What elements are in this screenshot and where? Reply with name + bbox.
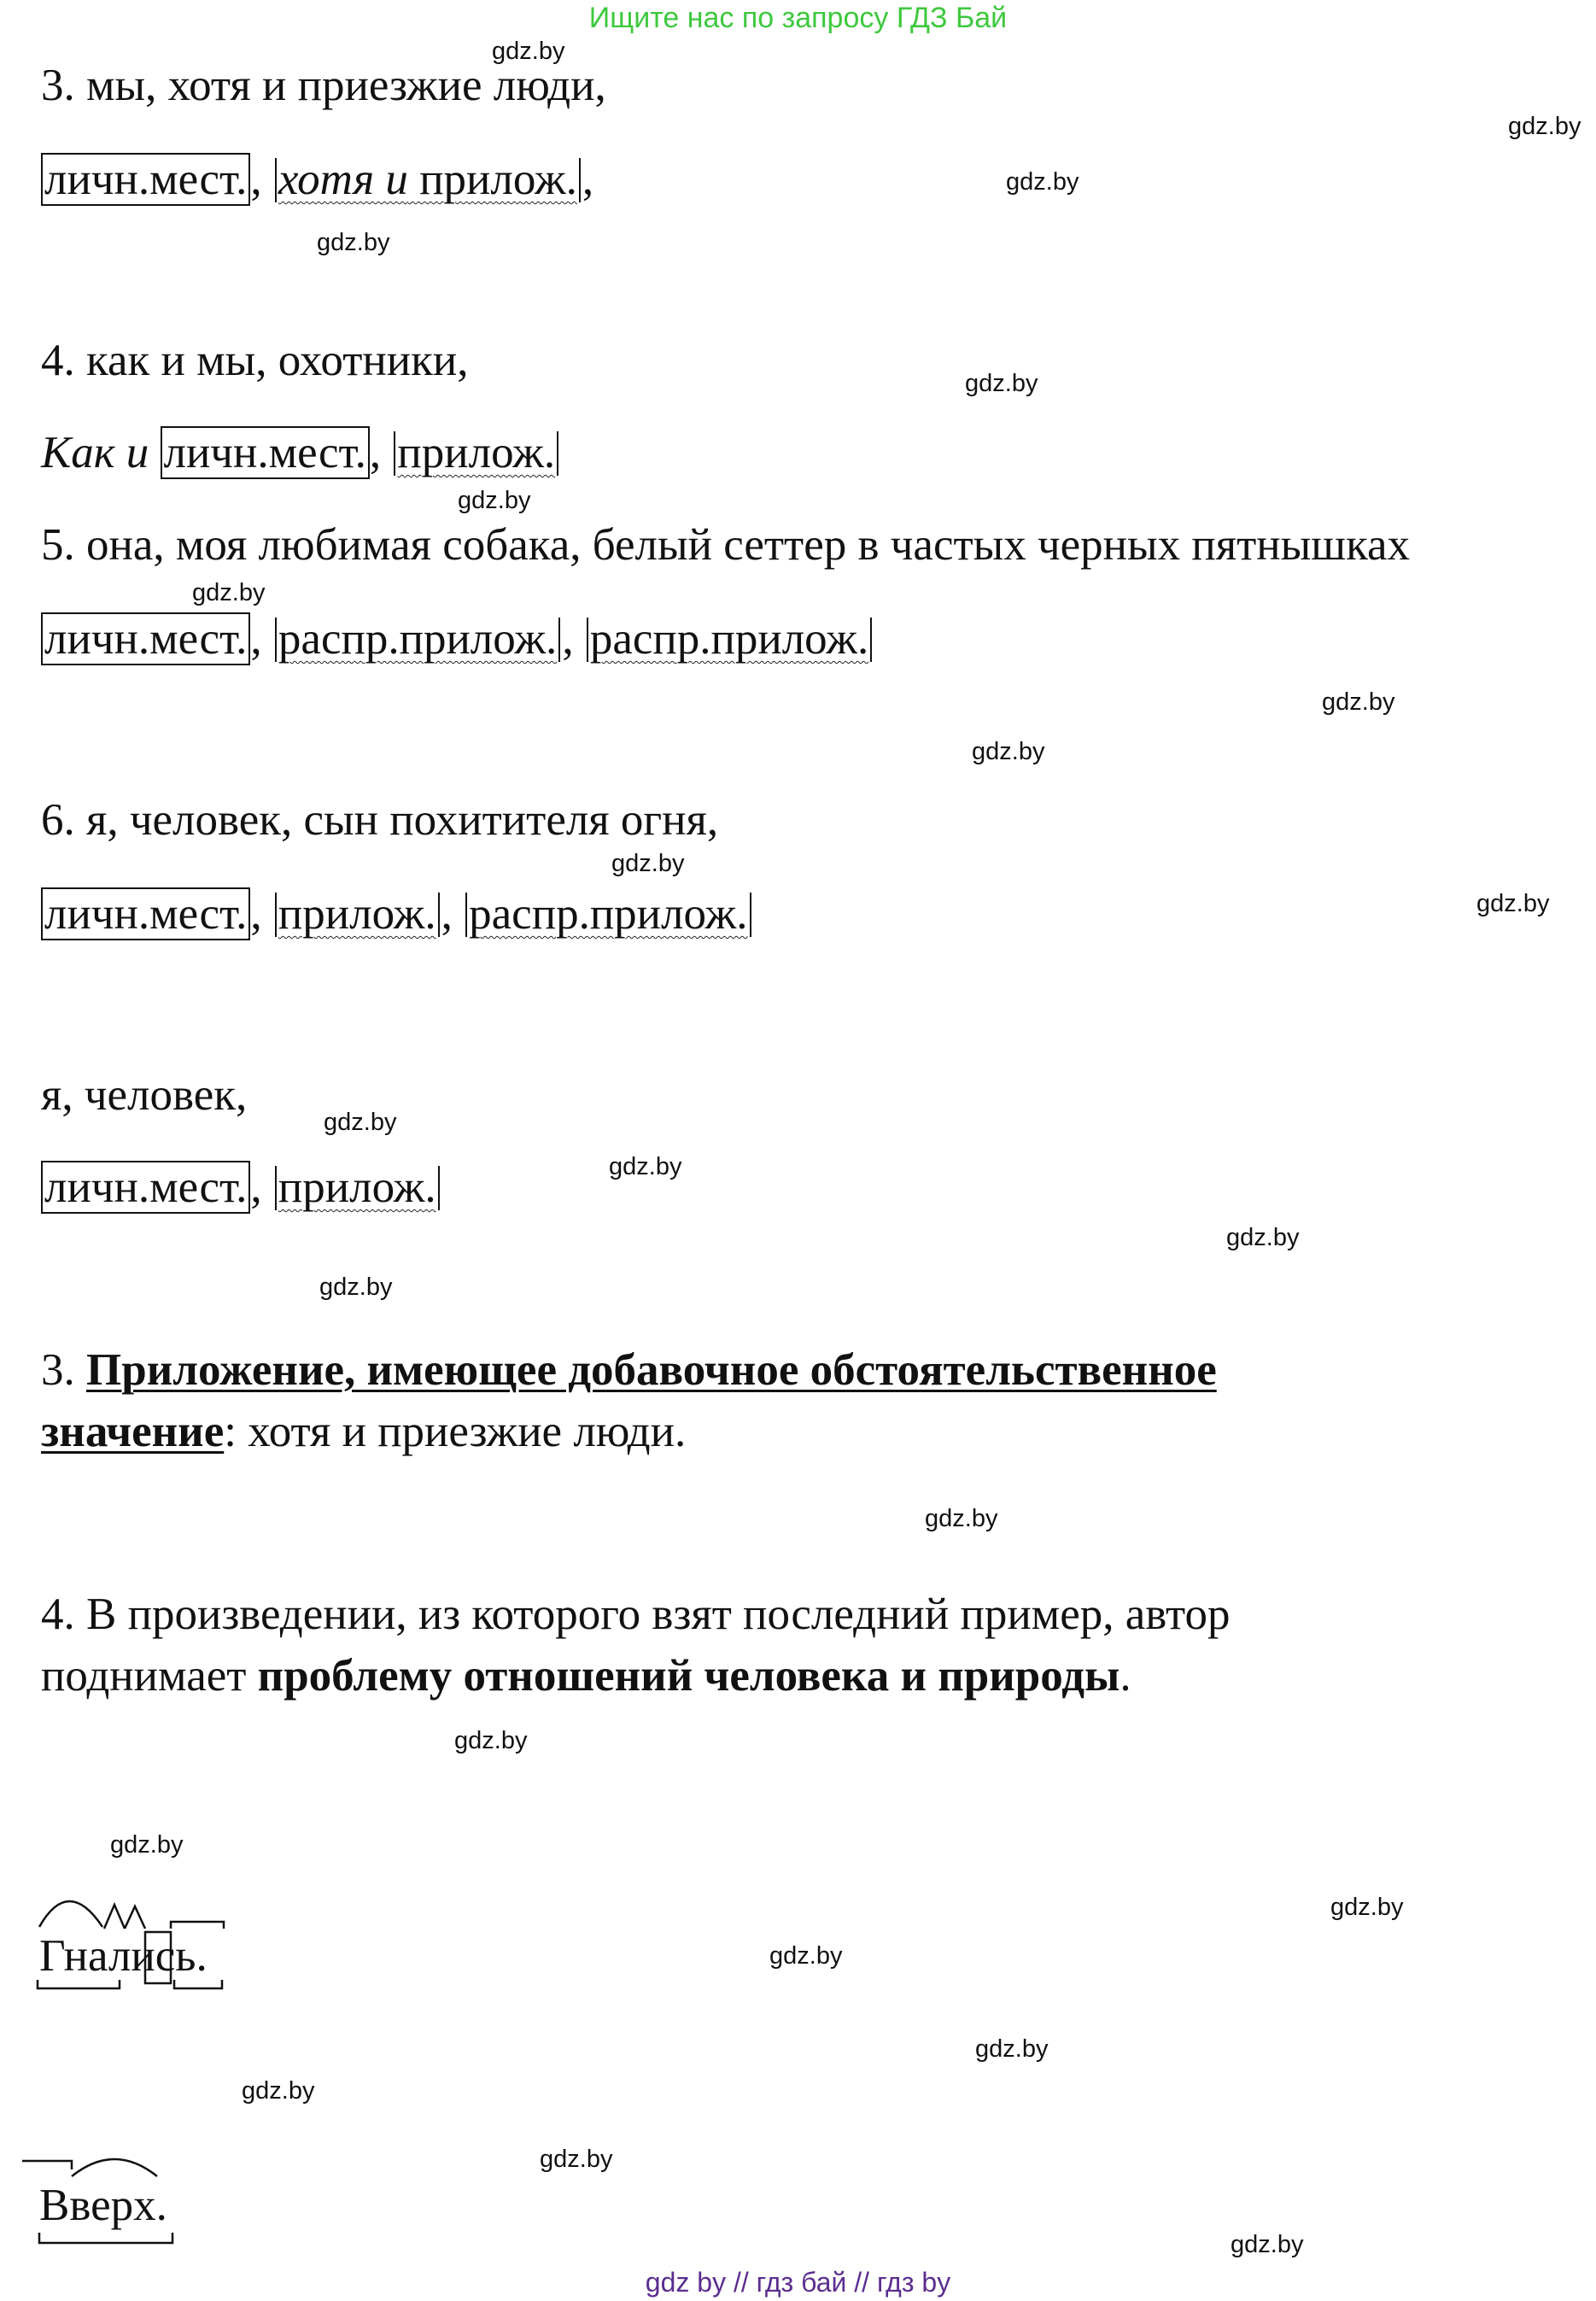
watermark: gdz.by — [769, 1942, 843, 1970]
watermark: gdz.by — [1322, 688, 1395, 716]
pronoun-box: личн.мест. — [161, 426, 370, 479]
watermark: gdz.by — [1006, 168, 1079, 196]
comma: , — [250, 155, 262, 204]
comma: , — [250, 1162, 262, 1212]
answer-period: . — [1120, 1651, 1131, 1701]
morph-parse-1 — [26, 1871, 248, 1999]
appositive-bar — [275, 158, 277, 202]
search-banner: Ищите нас по запросу ГДЗ Бай — [588, 2, 1008, 34]
answer-3-line2 — [41, 1404, 686, 1459]
appositive-bar — [558, 618, 560, 662]
example-4-text: 4. как и мы, охотники, — [41, 336, 469, 385]
conjunction: Как и — [41, 428, 149, 477]
watermark: gdz.by — [458, 487, 531, 514]
watermark: gdz.by — [1330, 1894, 1404, 1921]
watermark: gdz.by — [492, 38, 565, 65]
example-3-text: 3. мы, хотя и приезжие люди, — [41, 61, 606, 110]
appositive-label: прилож. — [407, 155, 577, 204]
example-4-scheme — [41, 425, 560, 480]
appositive-bar — [750, 893, 751, 937]
watermark: gdz.by — [609, 1153, 682, 1180]
appositive-label: прилож. — [278, 1162, 436, 1212]
appositive-bar — [438, 893, 440, 937]
answer-text: поднимает — [41, 1651, 258, 1701]
footer-links: gdz by // гдз бай // гдз by — [645, 2267, 951, 2298]
comma: , — [582, 155, 594, 204]
watermark: gdz.by — [319, 1273, 393, 1301]
watermark: gdz.by — [972, 738, 1045, 765]
appositive-bar — [438, 1166, 440, 1210]
pronoun-box: личн.мест. — [41, 612, 250, 665]
watermark: gdz.by — [1508, 113, 1581, 140]
appositive-label: распр.прилож. — [469, 889, 748, 939]
watermark: gdz.by — [1231, 2231, 1304, 2258]
morph-word-2: Вверх. — [39, 2181, 167, 2230]
appositive-label: распр.прилож. — [589, 614, 869, 664]
answer-example: : хотя и приезжие люди. — [224, 1407, 687, 1456]
answer-3-line1 — [41, 1343, 1217, 1397]
example-5-text: 5. она, моя любимая собака, белый сеттер в частых черных пятнышках — [41, 520, 1411, 570]
watermark: gdz.by — [1226, 1224, 1300, 1251]
appositive-label: прилож. — [397, 428, 556, 477]
conjunction: хотя и — [278, 155, 408, 204]
morph-parse-2 — [20, 2144, 191, 2255]
appositive — [278, 155, 577, 204]
answer-term: Приложение, имеющее добавочное обстоятельственное — [86, 1345, 1217, 1395]
appositive-bar — [557, 431, 558, 476]
watermark: gdz.by — [540, 2146, 613, 2173]
appositive-bar — [275, 1166, 277, 1210]
appositive-bar — [275, 618, 277, 662]
appositive-bar — [579, 158, 581, 202]
answer-number: 3. — [41, 1345, 75, 1395]
comma: , — [250, 614, 262, 664]
appositive-bar — [465, 893, 467, 937]
appositive-bar — [870, 618, 872, 662]
appositive-bar — [394, 431, 395, 476]
appositive-label: прилож. — [278, 889, 436, 939]
watermark: gdz.by — [110, 1831, 184, 1859]
watermark: gdz.by — [324, 1109, 397, 1136]
appositive-label: распр.прилож. — [278, 614, 558, 664]
watermark: gdz.by — [975, 2035, 1049, 2063]
watermark: gdz.by — [317, 229, 390, 256]
morph-word-1: Гнались. — [39, 1931, 208, 1981]
watermark: gdz.by — [242, 2077, 315, 2105]
example-6-scheme — [41, 887, 753, 941]
watermark: gdz.by — [965, 370, 1038, 397]
watermark: gdz.by — [454, 1727, 528, 1754]
pronoun-box: личн.мест. — [41, 1161, 250, 1214]
example-7-scheme — [41, 1160, 441, 1215]
example-3-scheme — [41, 152, 593, 207]
appositive-bar — [587, 618, 588, 662]
comma: , — [441, 889, 453, 939]
comma: , — [250, 889, 262, 939]
answer-4-line1: 4. В произведении, из которого взят последний пример, автор — [41, 1590, 1231, 1639]
pronoun-box: личн.мест. — [41, 887, 250, 940]
appositive-bar — [275, 893, 277, 937]
watermark: gdz.by — [611, 850, 685, 877]
example-5-scheme — [41, 612, 874, 666]
watermark: gdz.by — [925, 1505, 998, 1532]
comma: , — [562, 614, 574, 664]
comma: , — [369, 428, 382, 477]
watermark: gdz.by — [1476, 890, 1550, 917]
watermark: gdz.by — [192, 579, 266, 606]
answer-4-line2 — [41, 1648, 1131, 1703]
answer-term-cont: значение — [41, 1407, 225, 1456]
pronoun-box: личн.мест. — [41, 153, 250, 206]
example-6-text: 6. я, человек, сын похитителя огня, — [41, 795, 719, 845]
answer-problem: проблему отношений человека и природы — [257, 1651, 1120, 1701]
example-7-text: я, человек, — [41, 1070, 248, 1120]
